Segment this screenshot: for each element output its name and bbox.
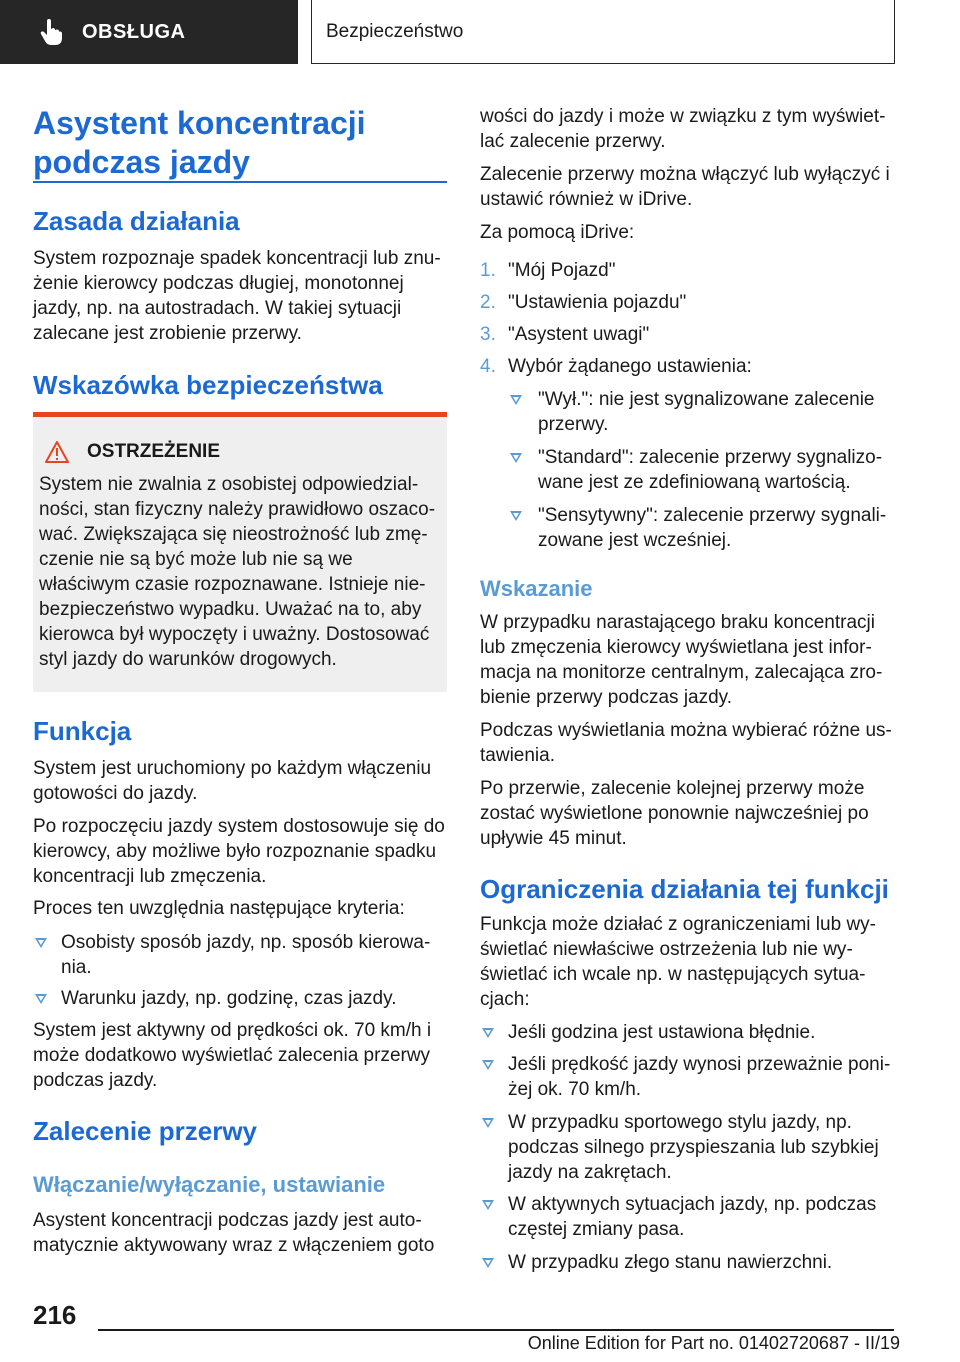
list-item: W przypadku złego stanu nawierzchni.: [480, 1250, 894, 1275]
list-item: Osobisty sposób jazdy, np. sposób kierowania.: [33, 930, 447, 980]
zasada-text: System rozpoznaje spadek koncentracji lub znużenie kierowcy podczas długiej, monotonnej jazdy, np. na autostradach. W takiej sytuacji zalecane jest zrobienie przerwy.: [33, 248, 441, 344]
funkcja-p1: System jest uruchomiony po każdym włączeniu gotowości do jazdy.: [33, 758, 432, 804]
warning-box: [33, 412, 447, 692]
funkcja-p4: System jest aktywny od prędkości ok. 70 km/h i może dodatkowo wyświetlać zalecenia przerwy podczas jazdy.: [33, 1020, 432, 1091]
page-title: Asystent koncentracji podczas jazdy: [33, 105, 366, 180]
bullet-triangle-icon: [482, 1060, 494, 1070]
list-item: Warunku jazdy, np. godzinę, czas jazdy.: [33, 986, 447, 1011]
bullet-triangle-icon: [482, 1028, 494, 1038]
ograniczenia-text: Funkcja może działać z ograniczeniami lub wyświetlać niewłaściwe ostrzeżenia lub nie wyświetlać ich wcale np. w następujących sytuacjach:: [480, 914, 876, 1010]
bullet-triangle-icon: [35, 938, 47, 948]
warning-text: System nie zwalnia z osobistej odpowiedzialności, stan fizyczny należy prawidłowo oszacować. Zwiększająca się nieostrożność lub zmęczenie nie są być może lub nie są we właściwym czasie rozpoznawane. Istnieje niebezpieczeństwo wypadku. Uważać na to, aby kierowca był wypoczęty i uważny. Dostosować styl jazdy do warunków drogowych.: [39, 474, 436, 670]
numbered-step: 1. "Mój Pojazd": [480, 260, 616, 281]
wskazanie-p3: Po przerwie, zalecenie kolejnej przerwy może zostać wyświetlone ponownie najwcześniej po upływie 45 minut.: [480, 778, 869, 849]
title-underline: [33, 181, 447, 183]
warning-header: [39, 441, 437, 463]
numbered-step: 4. Wybór żądanego ustawienia:: [480, 356, 752, 377]
warning-title: OSTRZEŻENIE: [87, 441, 221, 462]
idrive-text: Za pomocą iDrive:: [480, 222, 635, 243]
bullet-triangle-icon: [482, 1200, 494, 1210]
numbered-step: 3. "Asystent uwagi": [480, 324, 650, 345]
bullet-triangle-icon: [35, 994, 47, 1004]
heading-wlaczanie: Włączanie/wyłączanie, ustawianie: [33, 1172, 386, 1197]
bullet-triangle-icon: [510, 511, 522, 521]
section-label: OBSŁUGA: [82, 20, 186, 43]
funkcja-p2: Po rozpoczęciu jazdy system dostosowuje się do kierowcy, aby możliwe było rozpoznanie spadku koncentracji lub zmęczenia.: [33, 816, 445, 887]
funkcja-p3: Proces ten uwzględnia następujące kryteria:: [33, 898, 405, 919]
bullet-triangle-icon: [482, 1258, 494, 1268]
topic-tab: [311, 0, 895, 64]
footer-divider: [98, 1329, 894, 1331]
edition-text: Online Edition for Part no. 01402720687 - II/19: [527, 1333, 900, 1353]
option-item: "Wył.": nie jest sygnalizowane zalecenie przerwy.: [508, 387, 894, 437]
continued-text: wości do jazdy i może w związku z tym wyświetlać zalecenie przerwy.: [480, 106, 886, 152]
section-tab: [0, 0, 298, 64]
bullet-triangle-icon: [510, 453, 522, 463]
list-item: W aktywnych sytuacjach jazdy, np. podczas częstej zmiany pasa.: [480, 1192, 894, 1242]
heading-wskazanie: Wskazanie: [480, 576, 593, 601]
warning-triangle-icon: [45, 441, 69, 463]
page-number: 216: [33, 1300, 77, 1330]
wskazanie-p1: W przypadku narastającego braku koncentracji lub zmęczenia kierowcy wyświetlana jest informacja na monitorze centralnym, zalecająca zrobienie przerwy podczas jazdy.: [480, 612, 883, 708]
bullet-triangle-icon: [482, 1118, 494, 1128]
heading-funkcja: Funkcja: [33, 716, 132, 746]
heading-zalecenie: Zalecenie przerwy: [33, 1116, 257, 1146]
wskazanie-p2: Podczas wyświetlania można wybierać różne ustawienia.: [480, 720, 892, 766]
heading-wskazowka: Wskazówka bezpieczeństwa: [33, 370, 383, 400]
heading-ograniczenia: Ograniczenia działania tej funkcji: [480, 874, 889, 904]
option-item: "Sensytywny": zalecenie przerwy sygnalizowane jest wcześniej.: [508, 503, 894, 553]
list-item: W przypadku sportowego stylu jazdy, np. podczas silnego przyspieszania lub szybkiej jazdy na zakrętach.: [480, 1110, 894, 1185]
option-item: "Standard": zalecenie przerwy sygnalizowane jest ze zdefiniowaną wartością.: [508, 445, 894, 495]
wlaczanie-text: Asystent koncentracji podczas jazdy jest automatycznie aktywowany wraz z włączeniem goto: [33, 1210, 435, 1256]
numbered-step: 2. "Ustawienia pojazdu": [480, 292, 687, 313]
list-item: Jeśli godzina jest ustawiona błędnie.: [480, 1020, 894, 1045]
topic-label: Bezpieczeństwo: [326, 20, 464, 42]
hand-pointer-icon: [40, 19, 62, 45]
toggle-text: Zalecenie przerwy można włączyć lub wyłączyć i ustawić również w iDrive.: [480, 164, 890, 210]
heading-zasada: Zasada działania: [33, 206, 240, 236]
list-item: Jeśli prędkość jazdy wynosi przeważnie poniżej ok. 70 km/h.: [480, 1052, 894, 1102]
bullet-triangle-icon: [510, 395, 522, 405]
